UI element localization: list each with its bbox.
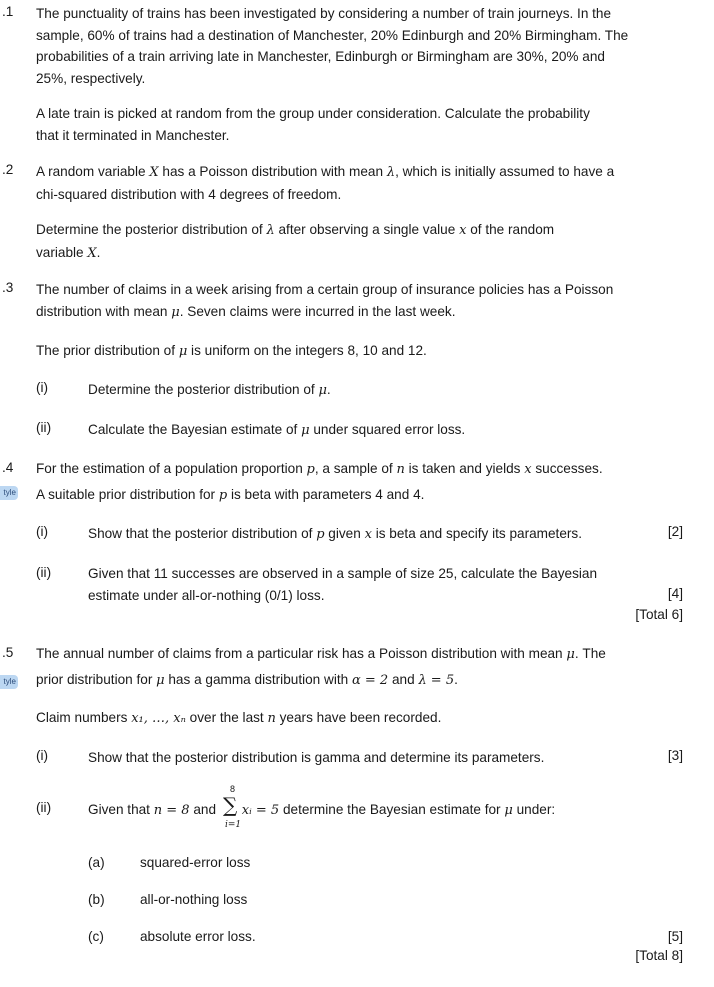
text-line: prior distribution for μ has a gamma distribution with α = 2 and λ = 5. [36, 671, 458, 688]
math-var: μ [178, 344, 188, 359]
math-expr: λ = 5 [418, 672, 455, 688]
text-line: The annual number of claims from a particular risk has a Poisson distribution with mean μ. The [36, 646, 606, 662]
part-label: (i) [36, 524, 49, 539]
text-line: estimate under all-or-nothing (0/1) loss. [88, 587, 325, 603]
math-expr: α = 2 [351, 672, 389, 688]
question-text [36, 279, 686, 323]
math-var: x [459, 223, 467, 238]
question-number: .3 [2, 280, 14, 295]
text-line: The prior distribution of μ is uniform on the integers 8, 10 and 12. [36, 343, 427, 359]
part-label: (ii) [36, 565, 52, 580]
text-line: The number of claims in a week arising from a certain group of insurance policies has a Poisson [36, 282, 614, 297]
subpart-label: (a) [88, 855, 105, 870]
math-expr: x₁, …, xₙ [131, 711, 186, 726]
part-label: (i) [36, 380, 49, 395]
text-line: Given that 11 successes are observed in a sample of size 25, calculate the Bayesian [88, 566, 598, 581]
math-var: n [396, 462, 405, 477]
math-var: p [316, 527, 325, 542]
question-text [36, 458, 686, 506]
text-line: chi-squared distribution with 4 degrees of freedom. [36, 186, 342, 202]
part-text: Show that the posterior distribution is gamma and determine its parameters. [88, 750, 545, 765]
style-tag[interactable]: tyle [0, 675, 18, 689]
text-line: A random variable X has a Poisson distribution with mean λ, which is initially assumed to have a [36, 164, 615, 180]
part-text: Calculate the Bayesian estimate of μ under squared error loss. [88, 422, 466, 438]
question-number: .4 [2, 460, 14, 475]
math-var: μ [171, 304, 180, 320]
text-line: sample, 60% of trains had a destination of Manchester, 20% Edinburgh and 20% Birmingham. The [36, 27, 629, 43]
marks: [3] [667, 748, 683, 763]
text-line: Determine the posterior distribution of λ after observing a single value x of the random [36, 222, 555, 238]
style-tag[interactable]: tyle [0, 486, 18, 500]
subpart-label: (b) [88, 892, 105, 907]
math-var: p [306, 462, 315, 477]
math-var: μ [318, 383, 327, 398]
math-var: x [524, 462, 532, 477]
part-text: Determine the posterior distribution of μ. [88, 382, 331, 398]
question-number: .5 [2, 645, 14, 660]
question-task [36, 103, 686, 146]
question-number: .1 [2, 4, 14, 19]
math-var: μ [301, 423, 310, 438]
math-expr: xᵢ = 5 [241, 803, 280, 818]
text-line: variable X. [36, 244, 101, 261]
subpart-text: absolute error loss. [140, 929, 256, 944]
text-line: Claim numbers x₁, …, xₙ over the last n years have been recorded. [36, 710, 442, 726]
part-label: (i) [36, 748, 49, 763]
text-line: A late train is picked at random from the group under consideration. Calculate the probability [36, 106, 590, 121]
sum-upper-limit: 8 [230, 784, 236, 794]
math-var: μ [504, 803, 513, 818]
text-line: For the estimation of a population proportion p, a sample of n is taken and yields x successes. [36, 461, 603, 477]
text-line: probabilities of a train arriving late in Manchester, Edinburgh or Birmingham are 30%, 20% and [36, 49, 605, 64]
subpart-label: (c) [88, 929, 104, 944]
math-var: X [87, 245, 97, 261]
marks: [4] [667, 586, 683, 601]
question-text [36, 643, 686, 691]
text-line: distribution with mean μ. Seven claims were incurred in the last week. [36, 303, 456, 320]
text-line: The punctuality of trains has been investigated by considering a number of train journeys. In the [36, 6, 612, 21]
math-var: μ [156, 672, 165, 688]
total-marks: [Total 6] [635, 607, 683, 622]
subpart-text: squared-error loss [140, 855, 251, 870]
math-expr: n = 8 [153, 803, 190, 818]
question-number: .2 [2, 162, 14, 177]
question-text [36, 3, 686, 89]
total-marks: [Total 8] [635, 948, 683, 963]
math-var: λ [386, 165, 396, 180]
math-var: n [267, 711, 276, 726]
part-text: Show that the posterior distribution of p given x is beta and specify its parameters. [88, 526, 582, 542]
question-text [36, 161, 686, 205]
part-text [88, 563, 658, 606]
sum-lower-limit: i=1 [225, 820, 242, 830]
math-var: X [149, 165, 159, 180]
part-label: (ii) [36, 800, 52, 815]
math-var: μ [566, 647, 575, 662]
text-line: 25%, respectively. [36, 70, 146, 86]
math-var: x [364, 527, 372, 542]
math-var: λ [266, 223, 275, 238]
marks: [5] [667, 929, 683, 944]
math-var: p [218, 487, 228, 503]
part-text: Given that n = 8 and xᵢ = 5 determine the Bayesian estimate for μ under: [88, 802, 556, 818]
sum-symbol: ∑ [223, 793, 238, 817]
marks: [2] [667, 524, 683, 539]
subpart-text: all-or-nothing loss [140, 892, 248, 907]
text-line: A suitable prior distribution for p is beta with parameters 4 and 4. [36, 486, 425, 503]
part-label: (ii) [36, 420, 52, 435]
question-task [36, 219, 686, 264]
text-line: that it terminated in Manchester. [36, 127, 230, 143]
